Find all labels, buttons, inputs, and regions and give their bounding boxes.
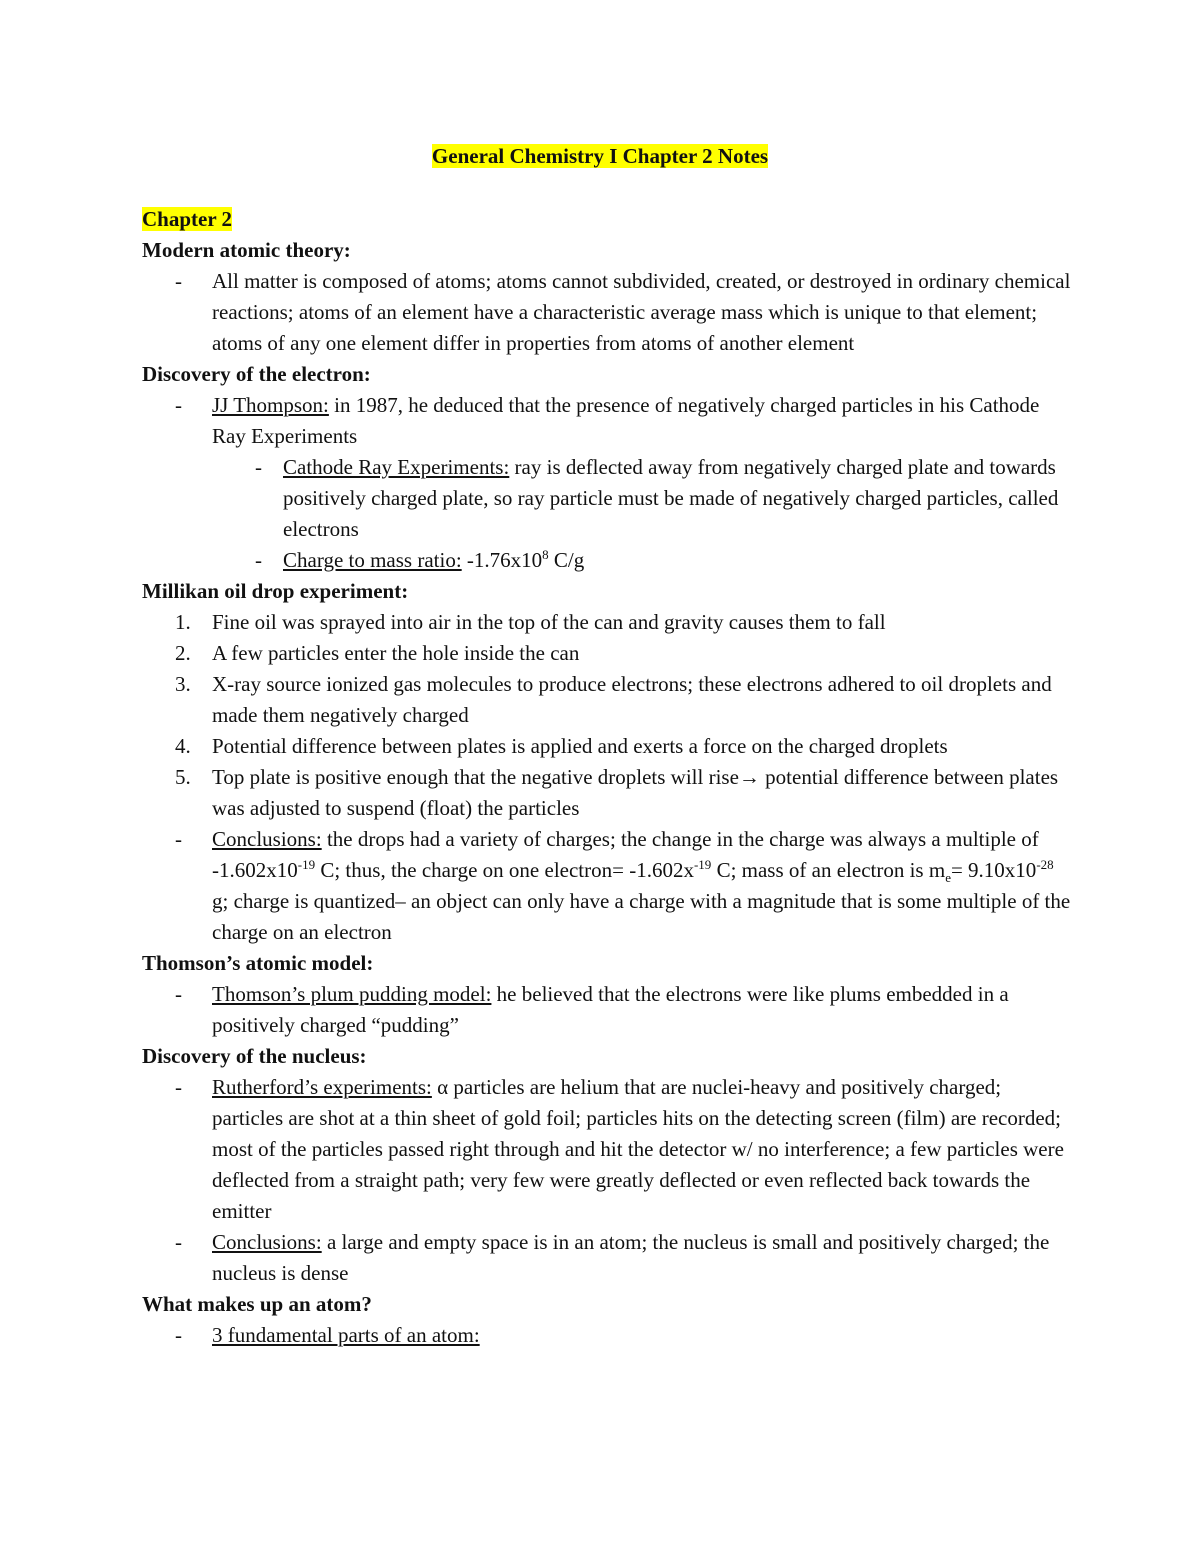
heading-atom-parts: What makes up an atom? [142, 1292, 372, 1316]
bullet-dash: - [175, 827, 182, 851]
numbered-item [142, 762, 1072, 824]
item-label: Charge to mass ratio: [283, 548, 462, 572]
bullet-dash: - [175, 1323, 182, 1347]
item-text: a large and empty space is in an atom; the nucleus is small and positively charged; the nucleus is dense [212, 1230, 1050, 1285]
bullet-dash: - [255, 548, 262, 572]
item-text: Potential difference between plates is applied and exerts a force on the charged droplets [212, 734, 948, 758]
exponent: -19 [297, 857, 316, 872]
list-item [142, 1072, 1072, 1227]
exponent: 8 [542, 547, 549, 562]
list-item [142, 824, 1072, 948]
item-text: the drops had a variety of charges; the change in the charge was always a multiple of -1.602x10 [212, 827, 1039, 882]
heading-discovery-electron: Discovery of the electron: [142, 362, 371, 386]
bullet-dash: - [175, 1230, 182, 1254]
item-label: Conclusions: [212, 827, 322, 851]
numbered-item [142, 638, 1072, 669]
list-item [142, 1320, 1072, 1351]
item-number: 4. [175, 734, 191, 758]
item-text: C; mass of an electron is m [711, 858, 946, 882]
chapter-label: Chapter 2 [142, 207, 233, 231]
item-text: Fine oil was sprayed into air in the top of the can and gravity causes them to fall [212, 610, 886, 634]
item-number: 1. [175, 610, 191, 634]
item-label: JJ Thompson: [212, 393, 329, 417]
item-text: = 9.10x10 [950, 858, 1037, 882]
item-number: 2. [175, 641, 191, 665]
item-text: Top plate is positive enough that the negative droplets will rise→ potential difference between plates was adjusted to suspend (float) the particles [212, 765, 1059, 820]
sub-list-item [142, 452, 1072, 545]
bullet-dash: - [255, 455, 262, 479]
exponent: -28 [1036, 857, 1054, 872]
exponent: -19 [693, 857, 712, 872]
item-text: C/g [548, 548, 585, 572]
item-label: 3 fundamental parts of an atom: [212, 1323, 480, 1347]
list-item [142, 1227, 1072, 1289]
chapter-heading [142, 204, 1072, 235]
heading-thomson-model: Thomson’s atomic model: [142, 951, 374, 975]
bullet-dash: - [175, 269, 182, 293]
bullet-dash: - [175, 393, 182, 417]
item-text: ray is deflected away from negatively charged plate and towards positively charged plate, so ray particle must be made of negatively charged particles, called electrons [283, 455, 1059, 541]
item-text: -1.76x10 [461, 548, 543, 572]
heading-discovery-nucleus: Discovery of the nucleus: [142, 1044, 367, 1068]
list-item [142, 390, 1072, 452]
item-text: All matter is composed of atoms; atoms cannot subdivided, created, or destroyed in ordinary chemical reactions; atoms of an element have a characteristic average mass which is unique to that element; atoms of any one element differ in properties from atoms of another element [212, 269, 1071, 355]
item-text: X-ray source ionized gas molecules to produce electrons; these electrons adhered to oil droplets and made them negatively charged [212, 672, 1052, 727]
bullet-dash: - [175, 982, 182, 1006]
numbered-item [142, 731, 1072, 762]
notes-body [142, 204, 1072, 1351]
numbered-item [142, 607, 1072, 638]
sub-list-item [142, 545, 1072, 576]
item-label: Rutherford’s experiments: [212, 1075, 432, 1099]
item-number: 3. [175, 672, 191, 696]
subscript: e [945, 870, 951, 886]
numbered-item [142, 669, 1072, 731]
bullet-dash: - [175, 1075, 182, 1099]
list-item [142, 266, 1072, 359]
item-text: α particles are helium that are nuclei-heavy and positively charged; particles are shot at a thin sheet of gold foil; particles hits on the detecting screen (film) are recorded; most of the particles passed right through and hit the detector w/ no interference; a few particles were deflected from a straight path; very few were greatly deflected or even reflected back towards the emitter [212, 1075, 1064, 1223]
item-label: Cathode Ray Experiments: [283, 455, 510, 479]
item-number: 5. [175, 765, 191, 789]
item-text: g; charge is quantized– an object can only have a charge with a magnitude that is some multiple of the charge on an electron [212, 889, 1071, 944]
item-text: A few particles enter the hole inside the can [212, 641, 580, 665]
page-title [0, 141, 1200, 172]
heading-modern-atomic-theory: Modern atomic theory: [142, 238, 351, 262]
item-text: C; thus, the charge on one electron= -1.602x [315, 858, 694, 882]
item-label: Conclusions: [212, 1230, 322, 1254]
title-text: General Chemistry I Chapter 2 Notes [431, 144, 769, 168]
item-text: in 1987, he deduced that the presence of negatively charged particles in his Cathode Ray Experiments [212, 393, 1040, 448]
list-item [142, 979, 1072, 1041]
heading-millikan: Millikan oil drop experiment: [142, 579, 409, 603]
item-text: he believed that the electrons were like plums embedded in a positively charged “pudding” [212, 982, 1009, 1037]
item-label: Thomson’s plum pudding model: [212, 982, 492, 1006]
